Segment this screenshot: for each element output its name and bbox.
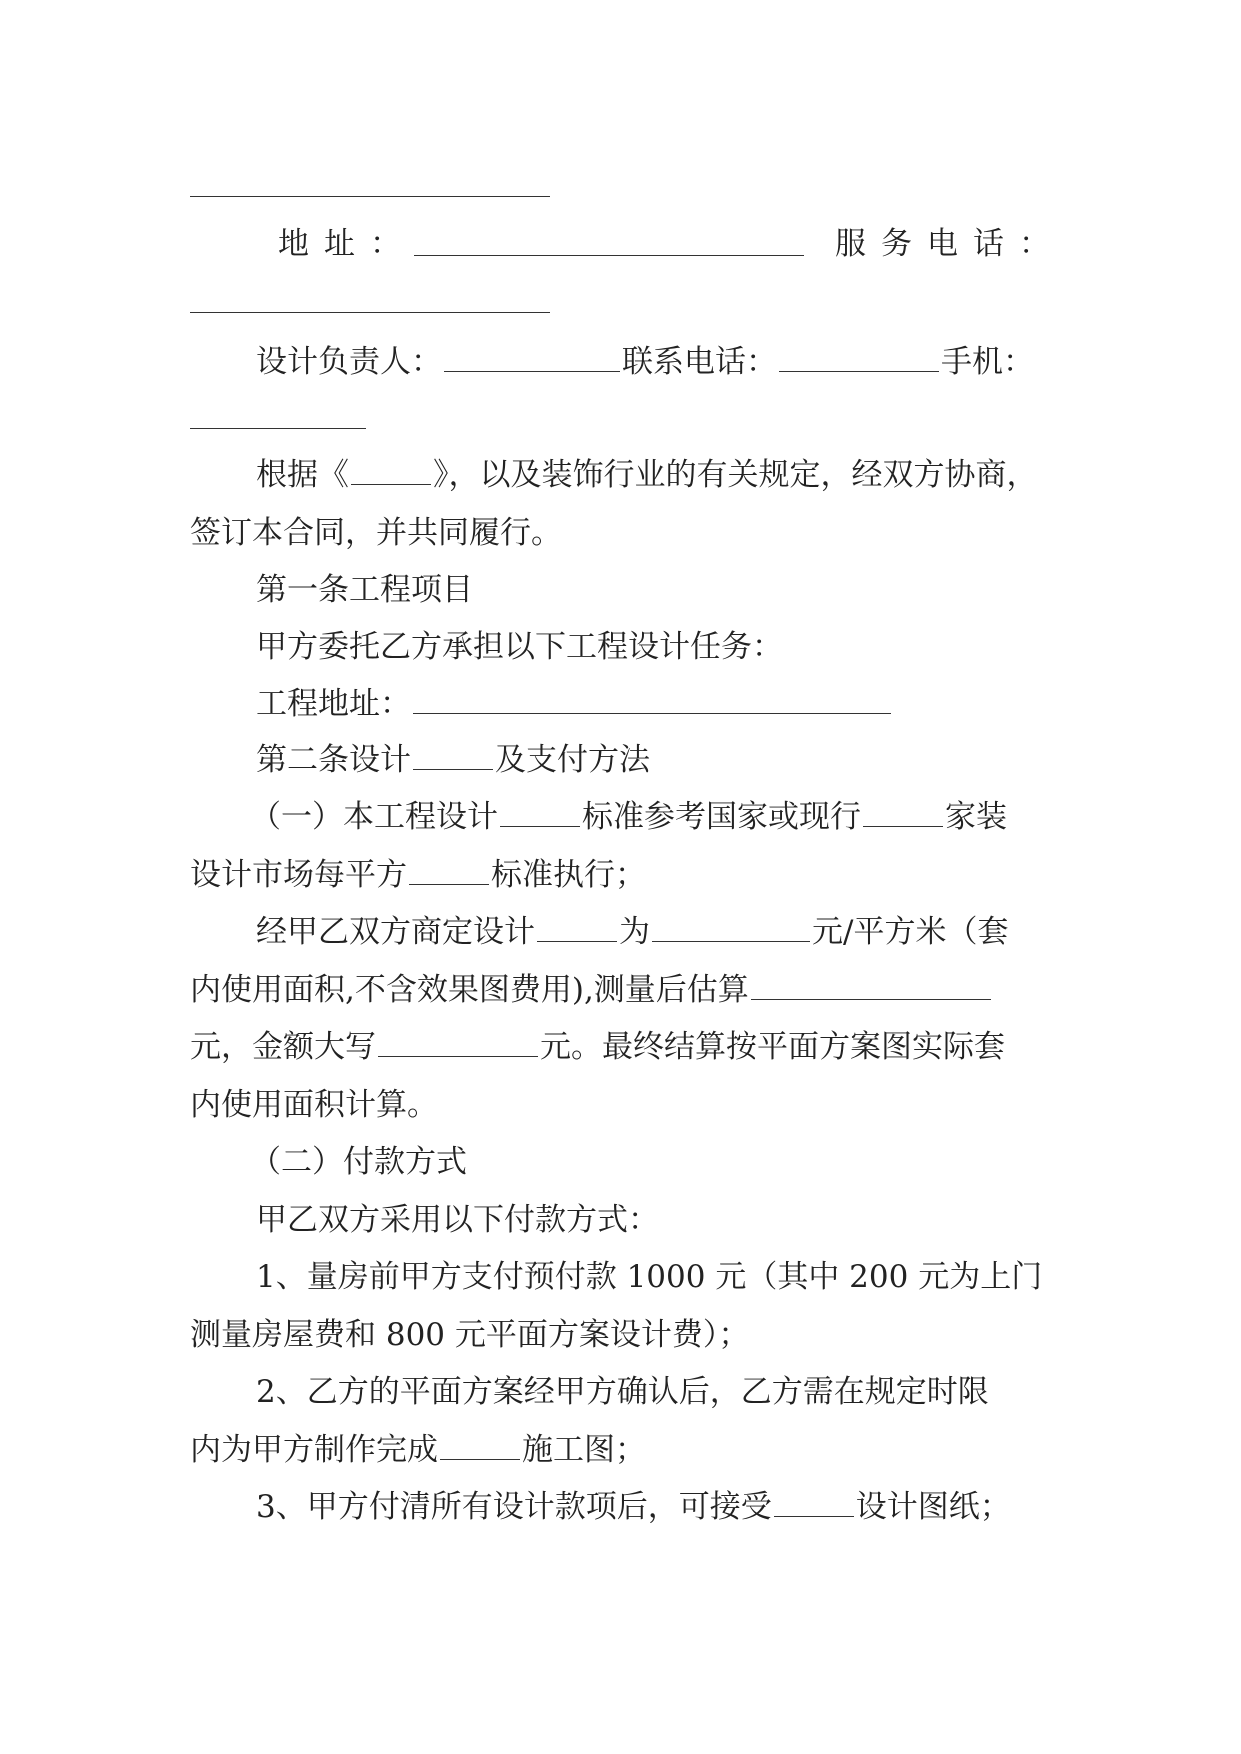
payment-item-2: 2、乙方的平面方案经甲方确认后，乙方需在规定时限 [256,1374,989,1410]
basis-text-b: 》，以及装饰行业的有关规定，经双方协商， [433,457,1038,493]
article-1-text: 甲方委托乙方承担以下工程设计任务： [256,629,783,665]
payment-item-1: 1、量房前甲方支付预付款 1000 元（其中 200 元为上门 [256,1259,1043,1295]
design-manager-line [190,342,1126,382]
fee-text-a: 经甲乙双方商定设计 [256,914,535,950]
fee-amount-blank[interactable] [378,1055,538,1057]
design-manager-blank[interactable] [444,370,620,372]
contact-phone-blank[interactable] [779,370,939,372]
payment-item-3 [190,1487,1126,1527]
payment-item-3-text-b: 设计图纸； [855,1489,1011,1525]
clause-1-text-a: （一）本工程设计 [250,799,498,835]
contact-phone-label: 联系电话： [622,344,777,380]
article-2-text-a: 第二条设计 [256,742,411,778]
address-label: 地址： [278,226,416,262]
basis-text-a: 根据《 [256,457,349,493]
fee-blank-a[interactable] [537,940,617,942]
service-phone-label: 服务电话： [835,226,1065,262]
payment-item-2-cont [190,1430,1060,1470]
payment-item-2-text-b: 施工图； [522,1432,646,1468]
clause-1-cont-b: 标准执行； [491,857,646,893]
clause-1-cont-a: 设计市场每平方 [190,857,407,893]
clause-1-text-c: 家装 [945,799,1007,835]
project-address-label: 工程地址： [256,686,411,722]
top-blank-line [190,196,550,197]
fee-blank-b[interactable] [652,940,810,942]
clause-1-text-b: 标准参考国家或现行 [582,799,861,835]
fee-text-b: 为 [619,914,650,950]
fee-amount-text-a: 元，金额大写 [190,1029,376,1065]
para-basis-cont: 签订本合同，并共同履行。 [190,515,562,551]
fee-line-3 [190,1027,1060,1067]
design-drawing-blank[interactable] [774,1515,854,1517]
para-basis [190,455,1126,495]
mobile-blank[interactable] [190,428,366,429]
clause-1-blank-b[interactable] [863,825,943,827]
design-manager-label: 设计负责人： [256,344,442,380]
clause-1-blank-c[interactable] [409,883,489,885]
fee-estimate-blank[interactable] [751,998,991,1000]
article-2-title [190,740,1126,780]
project-address-blank[interactable] [413,712,891,714]
payment-item-3-text-a: 3、甲方付清所有设计款项后，可接受 [256,1489,772,1525]
fee-line [190,912,1126,952]
clause-1-blank-a[interactable] [500,825,580,827]
article-2-blank[interactable] [413,768,493,770]
fee-amount-text-b: 元。最终结算按平面方案图实际套 [540,1029,1005,1065]
article-2-text-b: 及支付方法 [495,742,650,778]
clause-2-title: （二）付款方式 [250,1144,467,1180]
fee-text-c: 元/平方米（套 [812,914,1009,950]
drawing-type-blank[interactable] [440,1458,520,1460]
payment-intro: 甲乙双方采用以下付款方式： [256,1202,659,1238]
clause-1-line [190,797,1120,837]
mobile-label: 手机： [941,344,1034,380]
law-name-blank[interactable] [351,483,431,485]
clause-1-cont [190,855,1060,895]
fee-line-4: 内使用面积计算。 [190,1087,438,1123]
payment-item-2-text-a: 内为甲方制作完成 [190,1432,438,1468]
project-address-line [190,684,1126,724]
article-1-title: 第一条工程项目 [256,572,473,608]
service-phone-blank[interactable] [190,312,550,313]
fee-line-2 [190,970,1060,1010]
address-blank[interactable] [414,254,804,256]
payment-item-1-cont: 测量房屋费和 800 元平面方案设计费）； [190,1317,750,1353]
fee-estimate-text: 内使用面积,不含效果图费用),测量后估算 [190,972,749,1008]
